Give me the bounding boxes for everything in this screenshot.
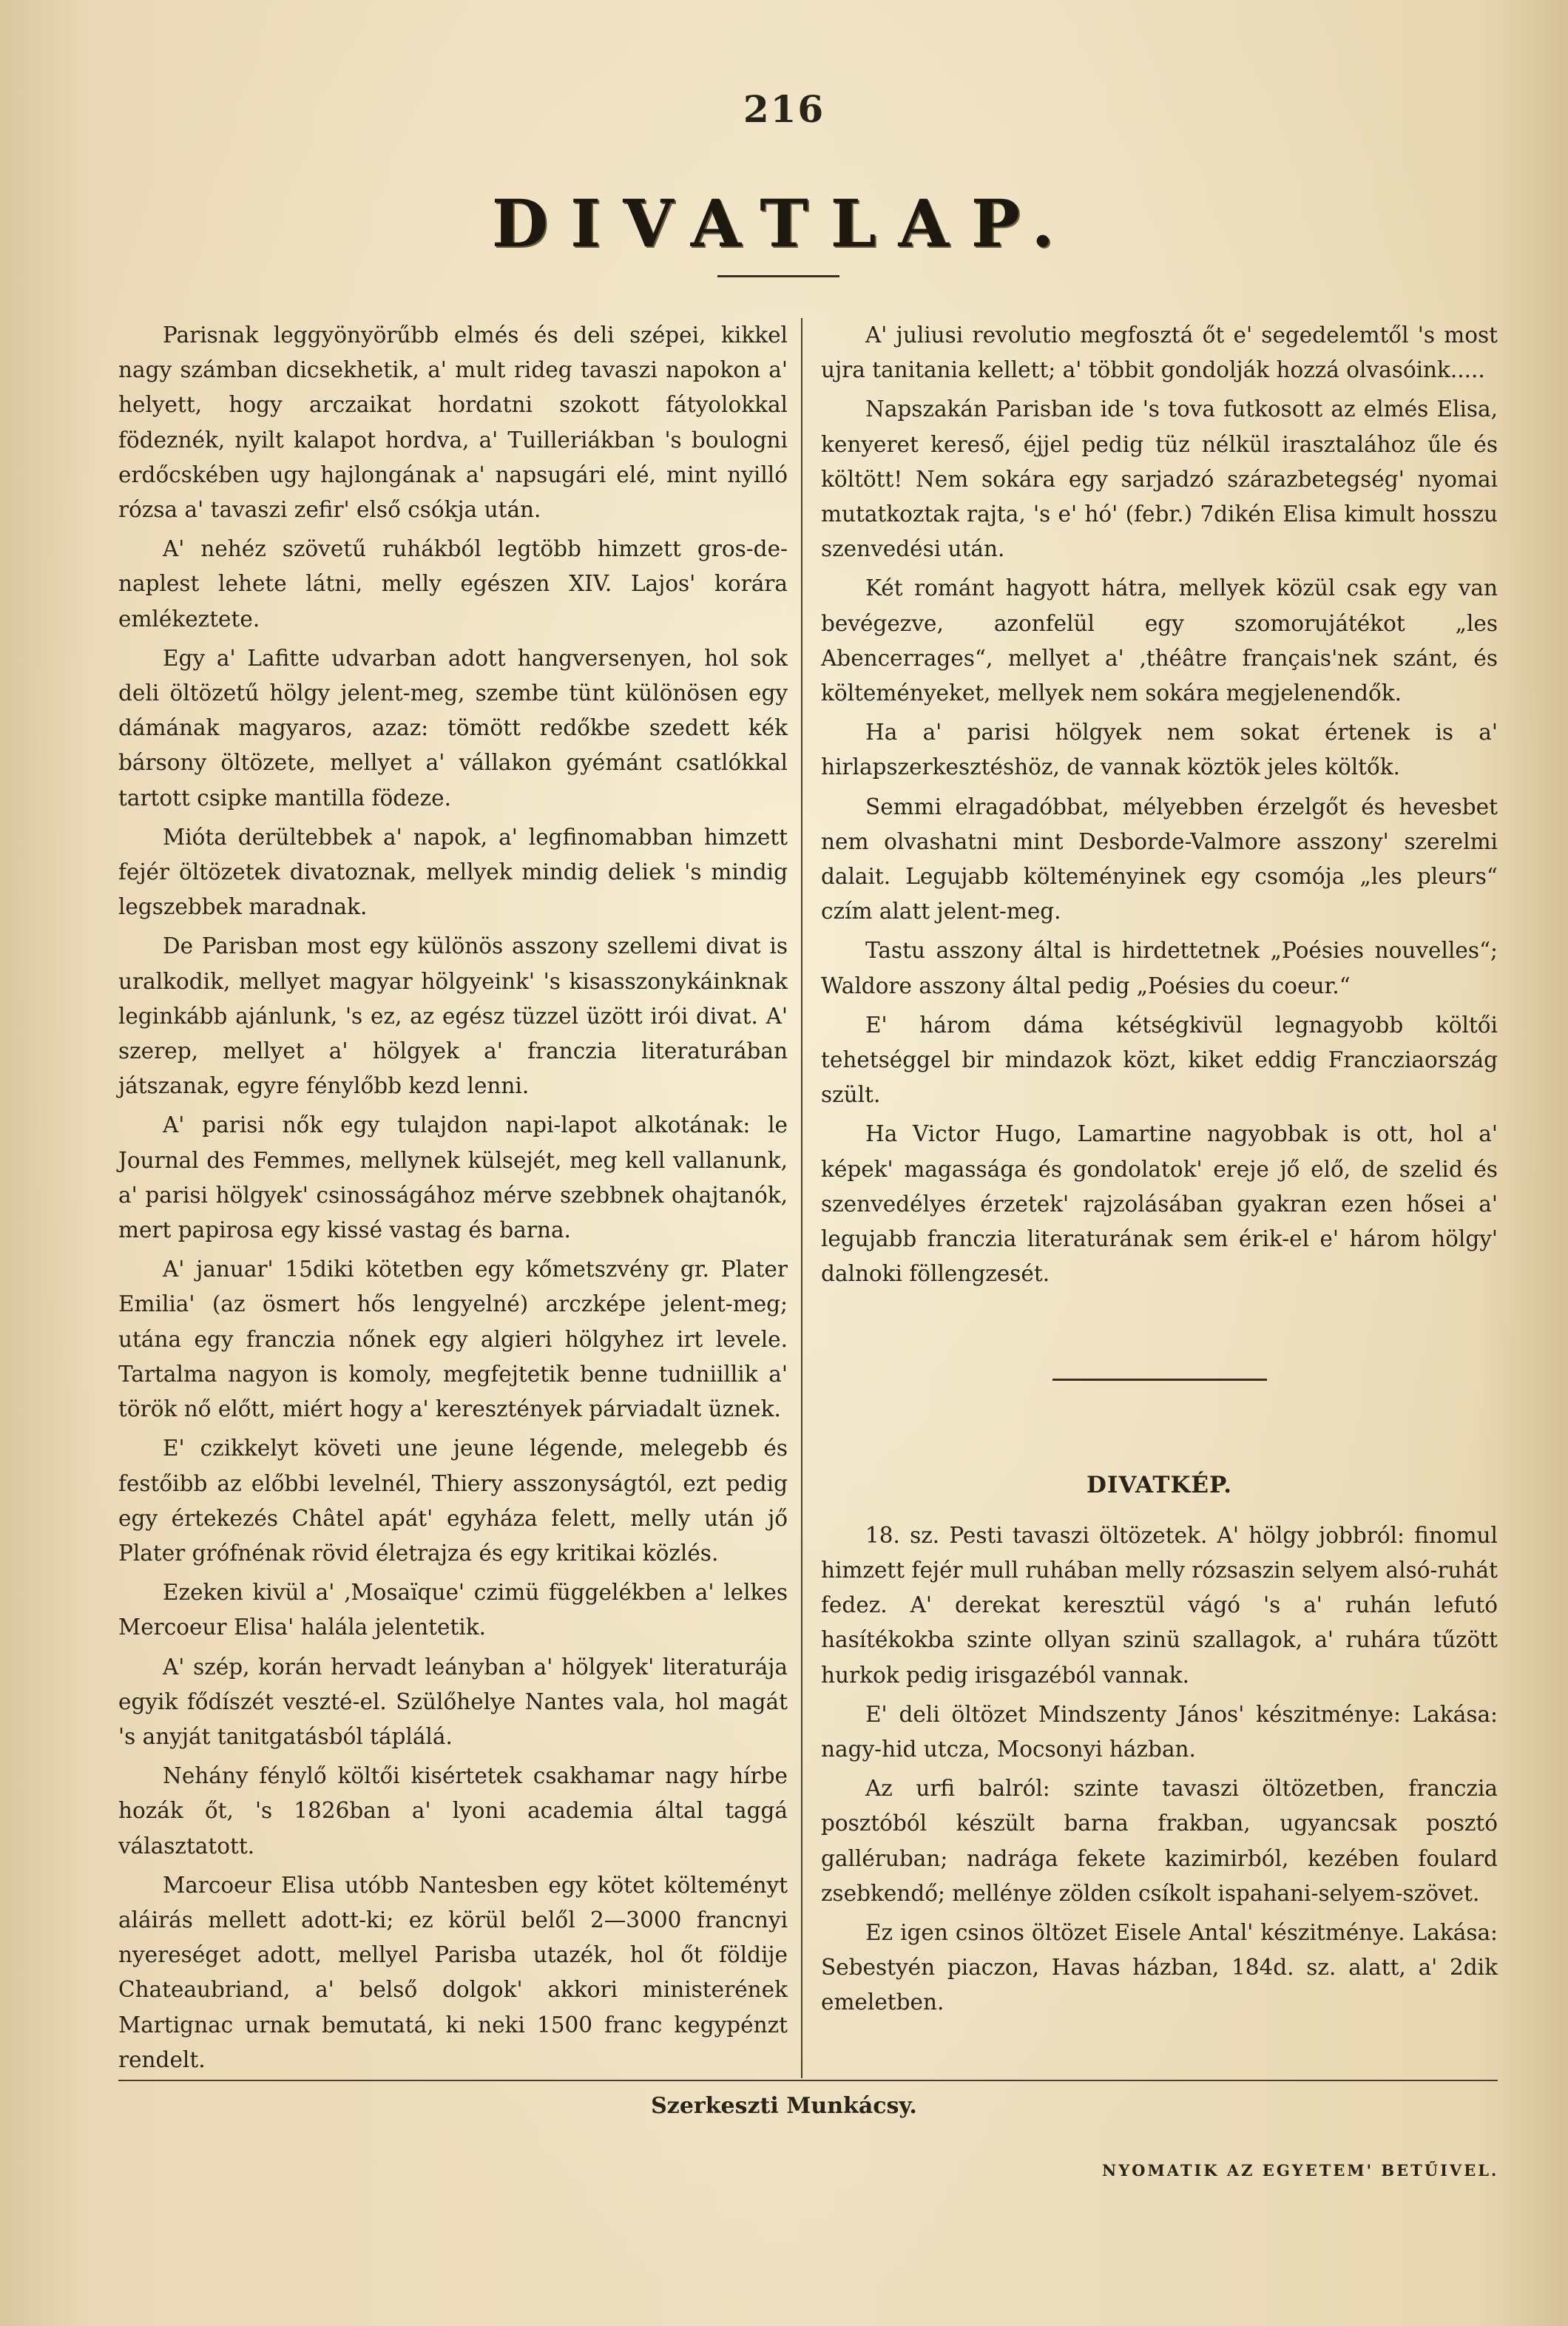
- paragraph: A' juliusi revolutio megfosztá őt e' segedelemtől 's most ujra tanitania kellett; a' többit gondolják hozzá olvasóink.....: [821, 322, 1498, 383]
- paragraph: A' szép, korán hervadt leányban a' hölgyek' literaturája egyik fődíszét veszté-el. Szülőhelye Nantes vala, hol magát 's anyját tanitgatásból táplálá.: [118, 1654, 788, 1749]
- masthead-title: DIVATLAP.: [491, 185, 1077, 262]
- paragraph: Parisnak leggyönyörűbb elmés és deli szépei, kikkel nagy számban dicsekhetik, a' mult rideg tavaszi napokon a' helyett, hogy arczaikat hordatni szokott fátyolokkal födeznék, nyilt kalapot hordva, a' Tuilleriákban 's boulogni erdőcskében ugy hajlongának a' napsugári elé, mint nyilló rózsa a' tavaszi zefir' első csókja után.: [118, 322, 788, 523]
- paragraph: Ha Victor Hugo, Lamartine nagyobbak is ott, hol a' képek' magassága és gondolatok' ereje jő elő, de szelid és szenvedélyes érzetek' rajzolásában gyakran ezen hősei a' legujabb franczia literaturának sem érik-el e' három hölgy' dalnoki föllengzesét.: [821, 1121, 1498, 1287]
- printer-imprint: NYOMATIK AZ EGYETEM' BETŰIVEL.: [1102, 2161, 1499, 2180]
- paragraph: De Parisban most egy különös asszony szellemi divat is uralkodik, mellyet magyar hölgyeink' 's kisasszonykáinknak leginkább ajánlunk, 's ez, az egész tüzzel üzött irói divat. A' szerep, mellyet a' hölgyek a' franczia literaturában játszanak, egyre fénylőbb kezd lenni.: [118, 933, 788, 1099]
- fashion-paragraph: Ez igen csinos öltözet Eisele Antal' készitménye. Lakása: Sebestyén piaczon, Havas házban, 184d. sz. alatt, a' 2dik emeletben.: [821, 1919, 1498, 2015]
- paragraph: E' három dáma kétségkivül legnagyobb költői tehetséggel bir mindazok közt, kiket eddig Francziaország szült.: [821, 1012, 1498, 1108]
- left-column: [118, 318, 788, 2082]
- fashion-paragraph: E' deli öltözet Mindszenty János' készitménye: Lakása: nagy-hid utcza, Mocsonyi házban.: [821, 1701, 1498, 1762]
- page-number: 216: [743, 87, 825, 131]
- fashion-section-title: DIVATKÉP.: [1087, 1472, 1232, 1499]
- paragraph: A' januar' 15diki kötetben egy kőmetszvény gr. Plater Emilia' (az ösmert hős lengyelné) arczképe jelent-meg; utána egy franczia nőnek egy algieri hölgyhez irt levele. Tartalma nagyon is komoly, megfejtetik benne tudniillik a' török nő előtt, miért hogy a' keresztények párviadalt üznek.: [118, 1257, 788, 1422]
- paragraph: Semmi elragadóbbat, mélyebben érzelgőt és hevesbet nem olvashatni mint Desborde-Valmore asszony' szerelmi dalait. Legujabb költeményinek egy csomója „les pleurs“ czím alatt jelent-meg.: [821, 794, 1498, 924]
- editor-signature: Szerkeszti Munkácsy.: [651, 2093, 917, 2119]
- masthead-rule: [717, 275, 839, 277]
- paragraph: Két románt hagyott hátra, mellyek közül csak egy van bevégezve, azonfelül egy szomorujátékot „les Abencerrages“, mellyet a' ‚théâtre français'nek szánt, és költeményeket, mellyek nem sokára megjelenendők.: [821, 575, 1498, 706]
- section-divider: [1052, 1379, 1267, 1381]
- right-column: [821, 318, 1498, 2025]
- paragraph: Marcoeur Elisa utóbb Nantesben egy kötet költeményt aláirás mellett adott-ki; ez körül belől 2—3000 francnyi nyereséget adott, mellyel Parisba utazék, hol őt földije Chateaubriand, a' belső dolgok' akkori ministerének Martignac urnak bemutatá, ki neki 1500 franc kegypénzt rendelt.: [118, 1872, 788, 2072]
- paragraph: Ha a' parisi hölgyek nem sokat értenek is a' hirlapszerkesztéshöz, de vannak köztök jeles költők.: [821, 720, 1498, 780]
- paragraph: Tastu asszony által is hirdettetnek „Poésies nouvelles“; Waldore asszony által pedig „Poésies du coeur.“: [821, 938, 1498, 998]
- paragraph: E' czikkelyt követi une jeune légende, melegebb és festőibb az előbbi levelnél, Thiery asszonyságtól, ezt pedig egy értekezés Châtel apát' egyháza felett, melly után jő Plater grófnénak rövid életrajza és egy kritikai közlés.: [118, 1436, 788, 1566]
- paragraph: Egy a' Lafitte udvarban adott hangversenyen, hol sok deli öltözetű hölgy jelent-meg, szembe tünt különösen egy dámának magyaros, azaz: tömött redőkbe szedett kék bársony öltözete, mellyet a' vállakon gyémánt csatlókkal tartott csipke mantilla födeze.: [118, 645, 788, 811]
- paragraph: Napszakán Parisban ide 's tova futkosott az elmés Elisa, kenyeret kereső, éjjel pedig tüz nélkül irasztalához űle és költött! Nem sokára egy sarjadzó szárazbetegség' nyomai mutatkoztak rajta, 's e' hó' (febr.) 7dikén Elisa kimult hosszu szenvedési után.: [821, 396, 1498, 562]
- paragraph: A' nehéz szövetű ruhákból legtöbb himzett gros-de-naplest lehete látni, melly egészen XIV. Lajos' korára emlékeztete.: [118, 536, 788, 632]
- fashion-paragraph: Az urfi balról: szinte tavaszi öltözetben, franczia posztóból készült barna frakban, ugyancsak posztó galléruban; nadrága fekete kazimirból, kezében foulard zsebkendő; mellénye zölden csíkolt ispahani-selyem-szövet.: [821, 1776, 1498, 1906]
- column-divider: [801, 318, 802, 2078]
- paragraph: Mióta derültebbek a' napok, a' legfinomabban himzett fejér öltözetek divatoznak, mellyek mindig deliek 's mindig legszebbek maradnak.: [118, 824, 788, 920]
- paragraph: Ezeken kivül a' ‚Mosaïque' czimü függelékben a' lelkes Mercoeur Elisa' halála jelentetik.: [118, 1580, 788, 1640]
- fashion-paragraph: 18. sz. Pesti tavaszi öltözetek. A' hölgy jobbról: finomul himzett fejér mull ruhában melly rózsaszin selyem alsó-ruhát fedez. A' derekat keresztül vágó 's a' ruhán lefutó hasítékokba szinte ollyan szinü szallagok, a' ruhára tűzött hurkok pedig irisgazéból vannak.: [821, 1522, 1498, 1688]
- paragraph: A' parisi nők egy tulajdon napi-lapot alkotának: le Journal des Femmes, mellynek külsejét, meg kell vallanunk, a' parisi hölgyek' csinosságához mérve szebbnek ohajtanók, mert papirosa egy kissé vastag és barna.: [118, 1112, 788, 1243]
- footer-rule: [118, 2080, 1498, 2081]
- paragraph: Nehány fénylő költői kisértetek csakhamar nagy hírbe hozák őt, 's 1826ban a' lyoni academia által taggá választatott.: [118, 1763, 788, 1859]
